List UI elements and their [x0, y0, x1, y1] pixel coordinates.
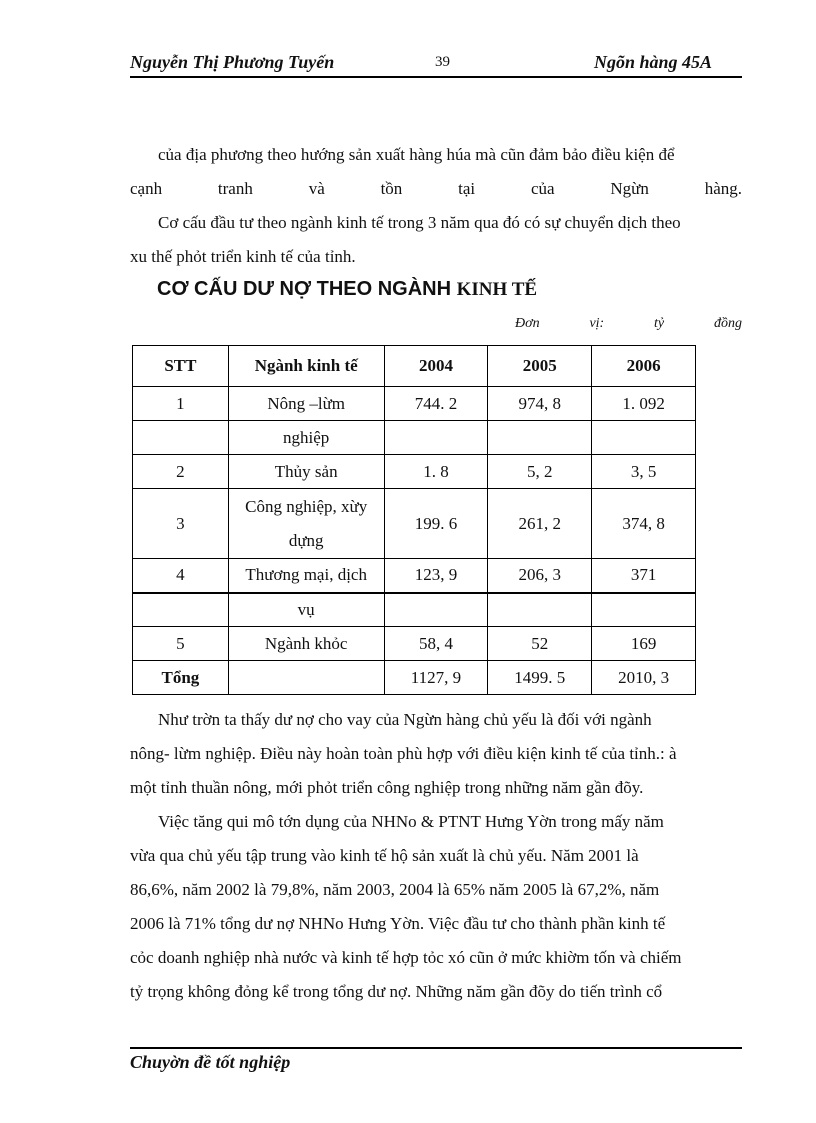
table-cell	[384, 593, 488, 627]
table-cell	[228, 661, 384, 695]
debt-structure-table	[132, 345, 696, 695]
table-title-main: CƠ CẤU DƯ NỢ THEO NGÀNH	[157, 278, 452, 300]
page-number: 39	[435, 54, 450, 70]
text-line: Việc tăng qui mô tớn dụng của NHNo & PTNT Hưng Yờn trong mấy năm	[158, 812, 664, 831]
table-row	[133, 489, 696, 559]
header-cell: 2004	[384, 346, 488, 387]
text-line: 2006 là 71% tổng dư nợ NHNo Hưng Yờn. Việc đầu tư cho thành phần kinh tế	[130, 914, 666, 933]
text-line: của địa phương theo hướng sản xuất hàng húa mà cũn đảm bảo điều kiện để	[158, 145, 675, 164]
table-title-suffix: KINH TẾ	[456, 279, 538, 300]
word: tại	[458, 179, 476, 198]
table-cell: 123, 9	[384, 559, 488, 593]
header-cell: Ngành kinh tế	[228, 346, 384, 387]
unit-label	[515, 316, 742, 332]
header-rule	[130, 76, 742, 78]
text-line: nông- lừm nghiệp. Điều này hoàn toàn phù hợp với điều kiện kinh tế của tỉnh.: à	[130, 744, 677, 763]
table-cell: Tổng	[133, 661, 229, 695]
table-cell: 974, 8	[488, 387, 592, 421]
table-row	[133, 559, 696, 593]
table-cell	[133, 593, 229, 627]
table-cell: vụ	[228, 593, 384, 627]
unit-word: Đơn	[515, 316, 540, 331]
table-cell: 199. 6	[384, 489, 488, 559]
table-cell: 374, 8	[592, 489, 696, 559]
table-cell: 2010, 3	[592, 661, 696, 695]
table-cell: 1499. 5	[488, 661, 592, 695]
table-header-row	[133, 346, 696, 387]
text-line: Cơ cấu đầu tư theo ngành kinh tế trong 3 năm qua đó có sự chuyển dịch theo	[158, 213, 681, 232]
table-cell: 3, 5	[592, 455, 696, 489]
table-title	[157, 278, 537, 301]
text-line: xu thế phỏt triển kinh tế của tỉnh.	[130, 247, 356, 266]
table-row	[133, 593, 696, 627]
table-cell: 4	[133, 559, 229, 593]
table-cell: 5	[133, 627, 229, 661]
text-line: vừa qua chủ yếu tập trung vào kinh tế hộ sản xuất là chủ yếu. Năm 2001 là	[130, 846, 639, 865]
word: của	[530, 179, 555, 198]
author-name: Nguyễn Thị Phương Tuyến	[130, 52, 335, 72]
unit-word: vị:	[589, 316, 605, 331]
table-cell: 371	[592, 559, 696, 593]
text-line: 86,6%, năm 2002 là 79,8%, năm 2003, 2004 là 65% năm 2005 là 67,2%, năm	[130, 880, 660, 899]
word: Ngừn	[610, 179, 649, 198]
table-cell	[488, 421, 592, 455]
text-line: cỏc doanh nghiệp nhà nước và kinh tế hợp tỏc xó cũn ở mức khiờm tốn và chiếm	[130, 948, 682, 967]
table-cell	[488, 593, 592, 627]
table-cell: Nông –lừm	[228, 387, 384, 421]
table-cell: Thương mại, dịch	[228, 559, 384, 593]
table-cell: 1127, 9	[384, 661, 488, 695]
table-row	[133, 387, 696, 421]
word: và	[308, 179, 325, 198]
table-cell: 744. 2	[384, 387, 488, 421]
table-cell	[592, 593, 696, 627]
text-line-justified	[130, 172, 742, 206]
table-row	[133, 627, 696, 661]
word: cạnh	[130, 179, 163, 198]
table-row	[133, 455, 696, 489]
class-name: Ngõn hàng 45A	[593, 52, 712, 72]
table-cell: 52	[488, 627, 592, 661]
table-total-row	[133, 661, 696, 695]
text-line: tỷ trọng không đỏng kể trong tổng dư nợ. Những năm gần đõy do tiến trình cổ	[130, 982, 663, 1001]
table-cell: 206, 3	[488, 559, 592, 593]
header-cell: 2006	[592, 346, 696, 387]
table-cell: 1. 8	[384, 455, 488, 489]
text-line: Như trờn ta thấy dư nợ cho vay của Ngừn hàng chủ yếu là đối với ngành	[158, 710, 652, 729]
header-cell: STT	[133, 346, 229, 387]
table-cell: 261, 2	[488, 489, 592, 559]
table-cell: 5, 2	[488, 455, 592, 489]
unit-word: đồng	[714, 316, 742, 331]
intro-paragraph	[130, 138, 742, 274]
table-cell	[133, 421, 229, 455]
unit-word: tỷ	[654, 316, 665, 331]
table-cell: Ngành khỏc	[228, 627, 384, 661]
table-cell	[592, 421, 696, 455]
table-cell: 3	[133, 489, 229, 559]
table-cell: 169	[592, 627, 696, 661]
page-footer: Chuyờn đề tốt nghiệp	[130, 1052, 291, 1072]
header-cell: 2005	[488, 346, 592, 387]
word: tranh	[217, 179, 253, 198]
table-row	[133, 421, 696, 455]
table-cell: 1. 092	[592, 387, 696, 421]
footer-rule	[130, 1047, 742, 1049]
table-cell: nghiệp	[228, 421, 384, 455]
word: tồn	[380, 179, 403, 198]
word: hàng.	[704, 179, 742, 198]
table-cell: 2	[133, 455, 229, 489]
table-cell: 1	[133, 387, 229, 421]
table-cell: Thủy sản	[228, 455, 384, 489]
table-cell	[384, 421, 488, 455]
table-cell: Công nghiệp, xừy dựng	[228, 489, 384, 559]
table-cell: 58, 4	[384, 627, 488, 661]
text-line: một tỉnh thuần nông, mới phỏt triển công nghiệp trong những năm gần đõy.	[130, 778, 644, 797]
analysis-paragraph	[130, 703, 742, 1009]
page-header	[130, 52, 742, 78]
